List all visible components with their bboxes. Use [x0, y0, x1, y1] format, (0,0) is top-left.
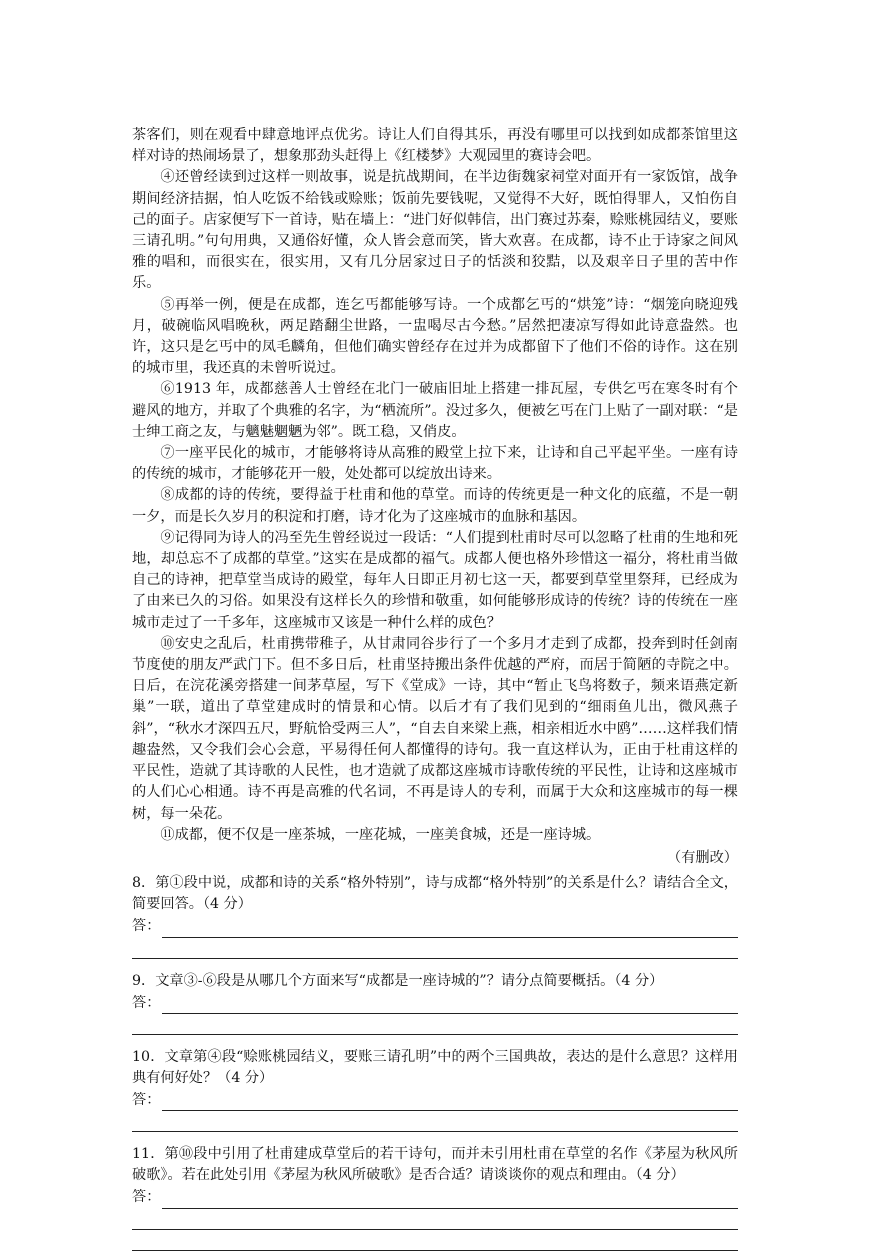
answer-label: 答： [132, 994, 161, 1011]
question-text: 10．文章第④段“赊账桃园结义，要账三请孔明”中的两个三国典故，表达的是什么意思？这样用典有何好处？（4 分） [132, 1048, 738, 1086]
article-paragraph: ⑧成都的诗的传统，要得益于杜甫和他的草堂。而诗的传统更是一种文化的底蕴，不是一朝一夕，而是长久岁月的积淀和打磨，诗才化为了这座城市的血脉和基因。 [132, 487, 738, 525]
question-block [132, 1144, 738, 1250]
question-block [132, 1047, 738, 1140]
answer-line[interactable] [162, 1192, 738, 1209]
question-block [132, 971, 738, 1043]
answer-line[interactable] [132, 1014, 738, 1035]
answer-row [132, 992, 738, 1014]
answer-label: 答： [132, 918, 161, 935]
question-text: 11．第⑩段中引用了杜甫建成草堂后的若干诗句，而并未引用杜甫在草堂的名作《茅屋为秋风所破歌》。若在此处引用《茅屋为秋风所破歌》是否合适？请谈谈你的观点和理由。（4 分） [132, 1146, 738, 1184]
answer-row [132, 1089, 738, 1111]
document-page [132, 125, 738, 1251]
answer-label: 答： [132, 1189, 161, 1206]
article-body [132, 125, 738, 846]
answer-line[interactable] [132, 1209, 738, 1230]
question-block [132, 873, 738, 966]
answer-row [132, 1187, 738, 1209]
answer-line[interactable] [162, 997, 738, 1014]
answer-line[interactable] [162, 921, 738, 938]
answer-line[interactable] [162, 1094, 738, 1111]
answer-label: 答： [132, 1091, 161, 1108]
answer-line[interactable] [132, 938, 738, 959]
article-paragraph: ⑦一座平民化的城市，才能够将诗从高雅的殿堂上拉下来，让诗和自己平起平坐。一座有诗的传统的城市，才能够花开一般，处处都可以绽放出诗来。 [132, 445, 738, 483]
answer-row [132, 916, 738, 938]
question-text: 9．文章③-⑥段是从哪几个方面来写“成都是一座诗城的”？请分点简要概括。（4 分） [132, 972, 664, 989]
answer-line[interactable] [132, 1111, 738, 1132]
article-paragraph: ④还曾经读到过这样一则故事，说是抗战期间，在半边街魏家祠堂对面开有一家饭馆，战争期间经济拮据，怕人吃饭不给钱或赊账；饭前先要钱呢，又觉得不大好，既怕得罪人，又怕伤自己的面子。店家便写下一首诗，贴在墙上：“进门好似韩信，出门赛过苏秦，赊账桃园结义，要账三请孔明。”句句用典，又通俗好懂，众人皆会意而笑，皆大欢喜。在成都，诗不止于诗家之间风雅的唱和，而很实在，很实用，又有几分居家过日子的恬淡和狡黠，以及艰辛日子里的苦中作乐。 [132, 169, 738, 292]
article-paragraph: ⑨记得同为诗人的冯至先生曾经说过一段话：“人们提到杜甫时尽可以忽略了杜甫的生地和死地，却总忘不了成都的草堂。”这实在是成都的福气。成都人便也格外珍惜这一福分，将杜甫当做自己的诗神，把草堂当成诗的殿堂，每年人日即正月初七这一天，都要到草堂里祭拜，已经成为了由来已久的习俗。如果没有这样长久的珍惜和敬重，如何能够形成诗的传统？诗的传统在一座城市走过了一千多年，这座城市又该是一种什么样的成色？ [132, 529, 738, 631]
source-note: （有删改） [667, 849, 738, 866]
article-paragraph: ⑩安史之乱后，杜甫携带稚子，从甘肃同谷步行了一个多月才走到了成都，投奔到时任剑南节度使的朋友严武门下。但不多日后，杜甫坚持搬出条件优越的严府，而居于简陋的寺院之中。日后，在浣花溪旁搭建一间茅草屋，写下《堂成》一诗，其中“暂止飞鸟将数子，频来语燕定新巢”一联，道出了草堂建成时的情景和心情。以后才有了我们见到的“细雨鱼儿出，微风燕子斜”，“秋水才深四五尺，野航恰受两三人”，“自去自来梁上燕，相亲相近水中鸥”……这样我们情趣盎然，又令我们会心会意，平易得任何人都懂得的诗句。我一直这样认为，正由于杜甫这样的平民性，造就了其诗歌的人民性，也才造就了成都这座城市诗歌传统的平民性，让诗和这座城市的人们心心相通。诗不再是高雅的代名词，不再是诗人的专利，而属于大众和这座城市的每一棵树，每一朵花。 [132, 635, 738, 822]
article-paragraph: ⑤再举一例，便是在成都，连乞丐都能够写诗。一个成都乞丐的“烘笼”诗：“烟笼向晓迎残月，破碗临风唱晚秋，两足踏翻尘世路，一盅喝尽古今愁。”居然把凄凉写得如此诗意盎然。也许，这只是乞丐中的凤毛麟角，但他们确实曾经存在过并为成都留下了他们不俗的诗作。这在别的城市里，我还真的未曾听说过。 [132, 296, 738, 377]
answer-line[interactable] [132, 1230, 738, 1251]
question-list [132, 873, 738, 1250]
question-text: 8．第①段中说，成都和诗的关系“格外特别”，诗与成都“格外特别”的关系是什么？请结合全文，简要回答。（4 分） [132, 875, 738, 913]
article-paragraph: 茶客们，则在观看中肆意地评点优劣。诗让人们自得其乐，再没有哪里可以找到如成都茶馆里这样对诗的热闹场景了，想象那劲头赶得上《红楼梦》大观园里的赛诗会吧。 [132, 127, 738, 165]
article-paragraph: ⑥1913 年，成都慈善人士曾经在北门一破庙旧址上搭建一排瓦屋，专供乞丐在寒冬时有个避风的地方，并取了个典雅的名字，为“栖流所”。没过多久，便被乞丐在门上贴了一副对联：“是士绅工商之友，与魑魅魍魉为邻”。既工稳，又俏皮。 [132, 381, 738, 440]
article-paragraph: ⑪成都，便不仅是一座茶城，一座花城，一座美食城，还是一座诗城。 [160, 826, 601, 843]
